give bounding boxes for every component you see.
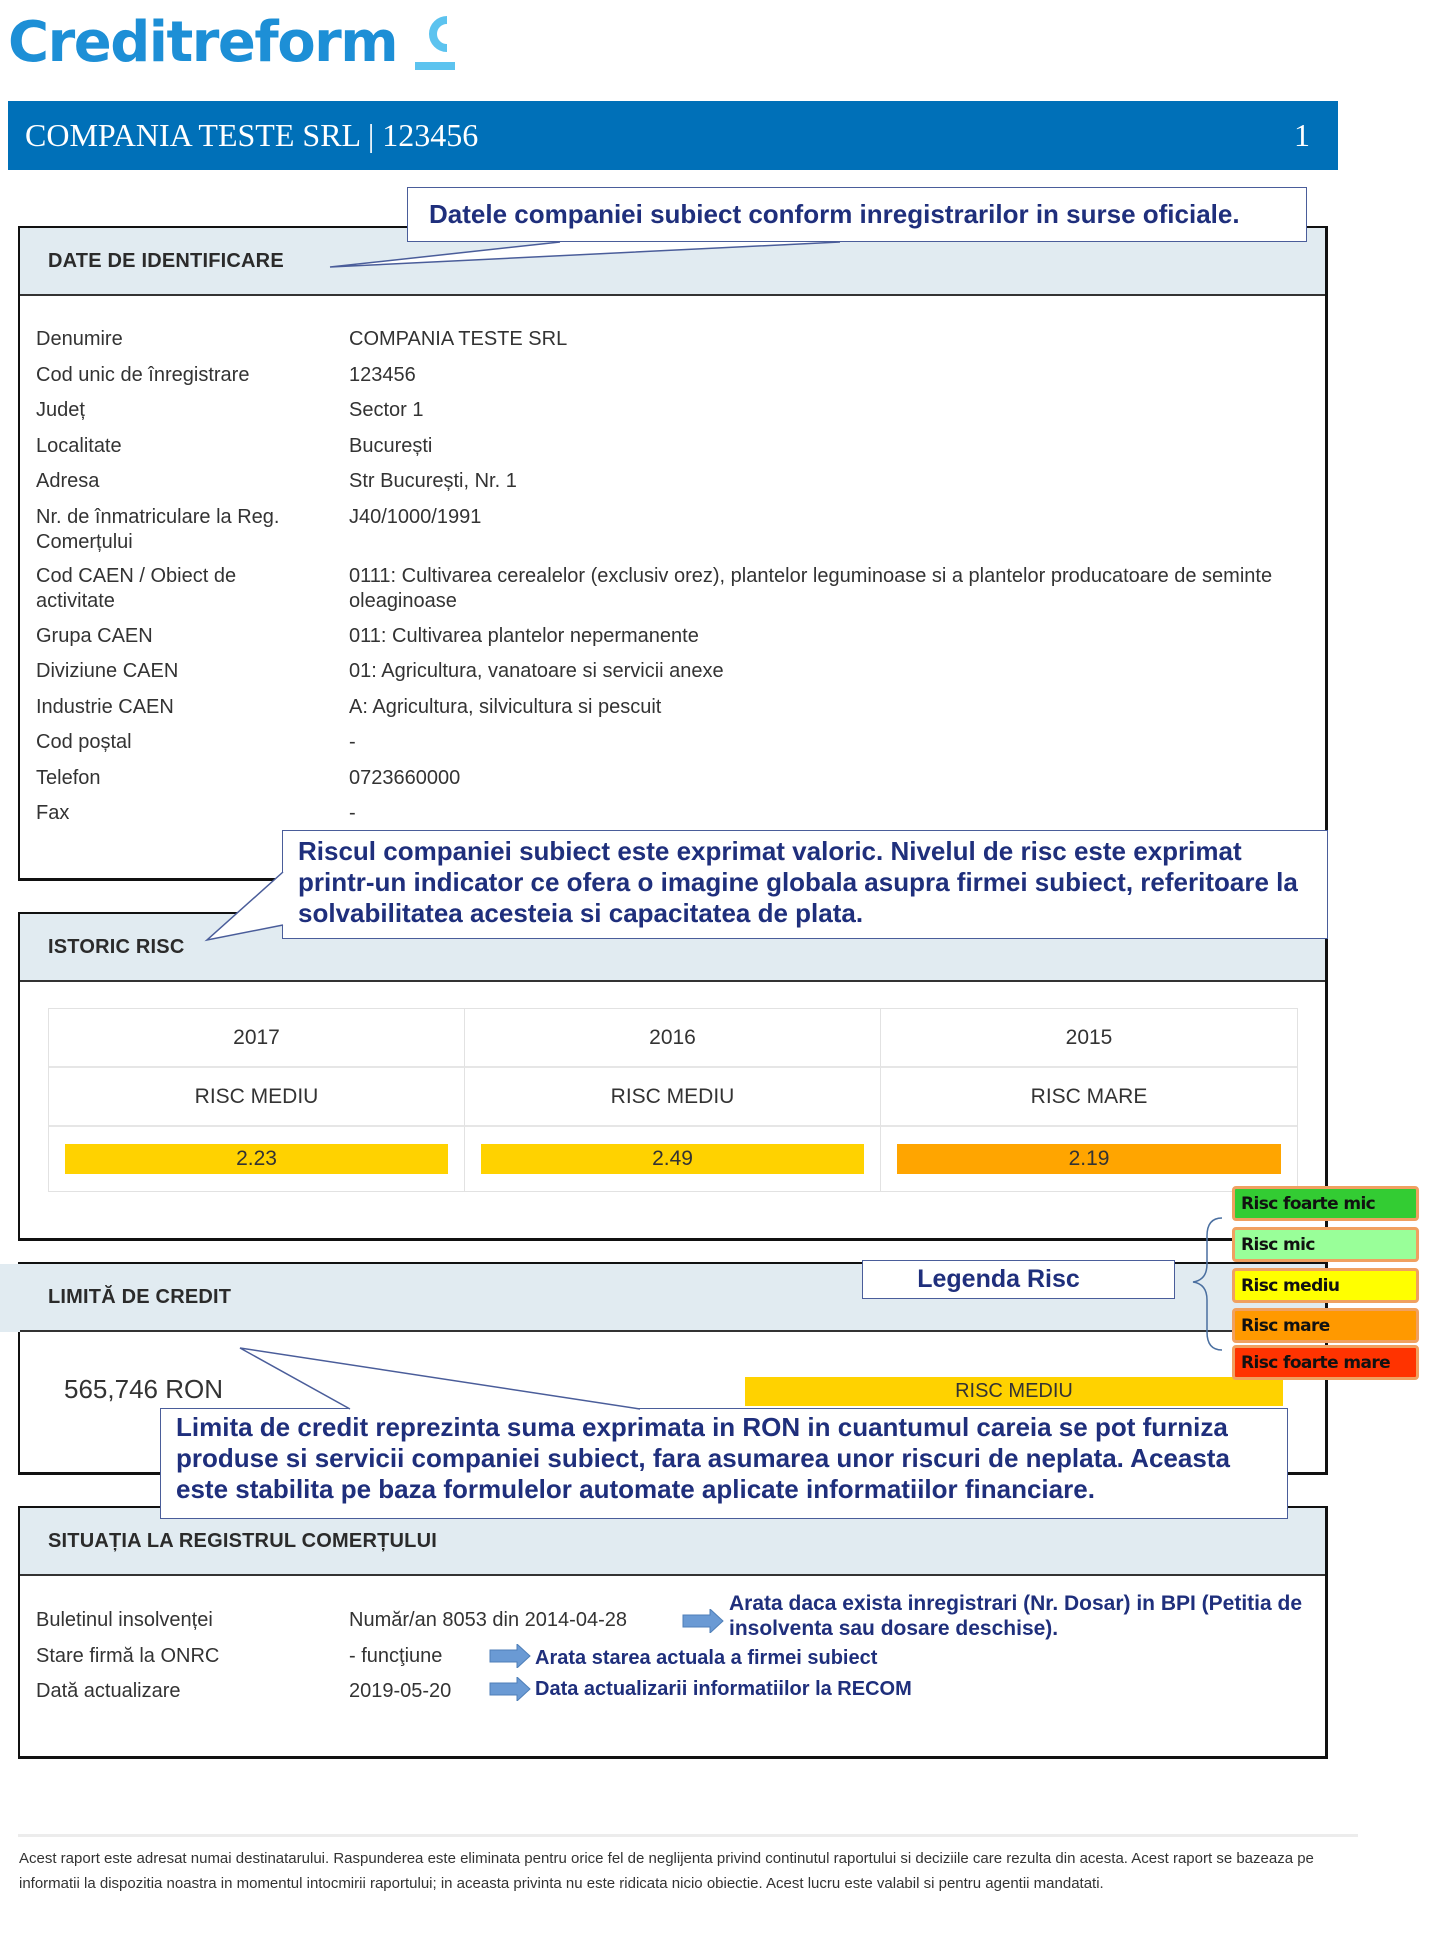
- score-cell-2017: [49, 1127, 465, 1191]
- id-row-denumire: [36, 327, 1296, 352]
- row-value: 0111: Cultivarea cerealelor (exclusiv orez), plantelor leguminoase si a plantelor producatoare de seminte oleaginoase: [349, 565, 1273, 612]
- row-label: Județ: [36, 399, 85, 421]
- page-number: 1: [1294, 117, 1310, 153]
- id-row-judet: [36, 398, 1296, 423]
- row-label: Dată actualizare: [36, 1680, 181, 1702]
- id-row-industrie-caen: [36, 695, 1296, 720]
- tr-row-insolventa: [36, 1608, 676, 1633]
- row-label: Cod poștal: [36, 731, 132, 753]
- insolventa-note: Arata daca exista inregistrari (Nr. Dosar) in BPI (Petitia de insolventa sau dosare deschise).: [729, 1592, 1303, 1640]
- row-label: Nr. de înmatriculare la Reg. Comerțului: [36, 506, 280, 553]
- legend-title-text: Legenda Risc: [917, 1265, 1080, 1293]
- id-row-adresa: [36, 469, 1296, 494]
- credit-limit-header: LIMITĂ DE CREDIT: [20, 1264, 1325, 1332]
- id-row-cod-postal: [36, 730, 1296, 755]
- id-row-fax: [36, 801, 1296, 826]
- legend-risc-mare: Risc mare: [1232, 1308, 1419, 1343]
- creditreform-logo: [8, 8, 457, 78]
- row-value: 0723660000: [349, 767, 461, 789]
- row-value: A: Agricultura, silvicultura si pescuit: [349, 696, 662, 718]
- callout-text: Riscul companiei subiect este exprimat valoric. Nivelul de risc este exprimat printr-un indicator ce ofera o imagine globala asupra firmei subiect, referitoare la solvabilitatea acesteia si capacitatea de plata.: [298, 836, 1298, 928]
- company-title: COMPANIA TESTE SRL | 123456: [25, 117, 479, 153]
- row-label: Adresa: [36, 470, 100, 492]
- row-label: Stare firmă la ONRC: [36, 1645, 220, 1667]
- row-value: COMPANIA TESTE SRL: [349, 328, 568, 350]
- score-cell-2016: [465, 1127, 881, 1191]
- footer-divider: [18, 1834, 1358, 1837]
- row-label: Diviziune CAEN: [36, 660, 179, 682]
- risk-level-2015: RISC MARE: [881, 1068, 1297, 1127]
- arrow-right-icon: [489, 1644, 531, 1668]
- header-band-extension: [0, 1264, 20, 1332]
- risk-history-table: [48, 1008, 1298, 1192]
- row-value: Sector 1: [349, 399, 424, 421]
- id-row-telefon: [36, 766, 1296, 791]
- logo-c-mark-icon: [411, 10, 457, 76]
- arrow-right-icon: [682, 1609, 724, 1633]
- credit-limit-callout: [160, 1408, 1288, 1519]
- year-2016: 2016: [465, 1009, 881, 1068]
- risk-history-header: ISTORIC RISC: [20, 914, 1325, 982]
- row-label: Cod CAEN / Obiect de activitate: [36, 565, 237, 612]
- score-bar-2017: 2.23: [65, 1144, 448, 1174]
- row-label: Buletinul insolvenței: [36, 1609, 213, 1631]
- legend-risc-foarte-mic: Risc foarte mic: [1232, 1186, 1419, 1221]
- row-value: -: [349, 802, 356, 824]
- id-row-diviziune-caen: [36, 659, 1296, 684]
- row-label: Denumire: [36, 328, 123, 350]
- risk-callout: [282, 830, 1328, 939]
- credit-limit-amount: 565,746 RON: [64, 1374, 223, 1404]
- year-2017: 2017: [49, 1009, 465, 1068]
- row-label: Grupa CAEN: [36, 625, 153, 647]
- footer-disclaimer: Acest raport este adresat numai destinatarului. Raspunderea este eliminata pentru orice fel de neglijenta privind continutul raportului si deciziile care rezulta din acesta. Acest raport se bazeaza pe informatii la dispozitia noastra in momentul intocmirii raportului; in aceasta privinta nu este ridicata nicio obiectie. Acest lucru este valabil si pentru agentii mandatati.: [19, 1850, 1314, 1892]
- trade-register-header: SITUAȚIA LA REGISTRUL COMERȚULUI: [20, 1508, 1325, 1576]
- legend-risc-mediu: Risc mediu: [1232, 1268, 1419, 1303]
- score-bar-2015: 2.19: [897, 1144, 1281, 1174]
- identification-callout: [407, 187, 1307, 242]
- id-row-localitate: [36, 434, 1296, 459]
- id-row-cui: [36, 363, 1296, 388]
- identification-header: DATE DE IDENTIFICARE: [20, 228, 1325, 296]
- legend-risc-mic: Risc mic: [1232, 1227, 1419, 1262]
- row-label: Fax: [36, 802, 70, 824]
- row-value: 011: Cultivarea plantelor nepermanente: [349, 625, 699, 647]
- risk-legend-title: [862, 1260, 1175, 1299]
- year-2015: 2015: [881, 1009, 1297, 1068]
- report-title-bar: [8, 101, 1338, 170]
- row-label: Industrie CAEN: [36, 696, 174, 718]
- callout-text: Limita de credit reprezinta suma exprimata in RON in cuantumul careia se pot furniza produse si servicii companiei subiect, fara asumarea unor riscuri de neplata. Aceasta este stabilita pe baza formulelor automate aplicate informatiilor financiare.: [176, 1412, 1230, 1504]
- arrow-right-icon: [489, 1677, 531, 1701]
- row-value: 2019-05-20: [349, 1680, 452, 1702]
- data-actualizare-note: Data actualizarii informatiilor la RECOM: [535, 1678, 912, 1700]
- row-value: - funcţiune: [349, 1645, 443, 1667]
- score-cell-2015: [881, 1127, 1297, 1191]
- row-value: Număr/an 8053 din 2014-04-28: [349, 1609, 627, 1631]
- logo-wordmark: Creditreform: [8, 10, 398, 75]
- risk-level-2016: RISC MEDIU: [465, 1068, 881, 1127]
- row-value: 123456: [349, 364, 416, 386]
- row-value: 01: Agricultura, vanatoare si servicii anexe: [349, 660, 724, 682]
- row-value: J40/1000/1991: [349, 506, 482, 528]
- row-value: București: [349, 435, 433, 457]
- legend-risc-foarte-mare: Risc foarte mare: [1232, 1345, 1419, 1380]
- row-label: Localitate: [36, 435, 122, 457]
- row-value: Str București, Nr. 1: [349, 470, 517, 492]
- id-row-grupa-caen: [36, 624, 1296, 649]
- row-label: Cod unic de înregistrare: [36, 364, 250, 386]
- row-value: -: [349, 731, 356, 753]
- credit-risk-bar: RISC MEDIU: [745, 1377, 1283, 1406]
- score-bar-2016: 2.49: [481, 1144, 864, 1174]
- risk-level-2017: RISC MEDIU: [49, 1068, 465, 1127]
- id-row-caen: [36, 564, 1296, 614]
- row-label: Telefon: [36, 767, 101, 789]
- id-row-reg-com: [36, 505, 1296, 555]
- stare-firma-note: Arata starea actuala a firmei subiect: [535, 1647, 878, 1669]
- callout-text: Datele companiei subiect conform inregistrarilor in surse oficiale.: [429, 199, 1240, 229]
